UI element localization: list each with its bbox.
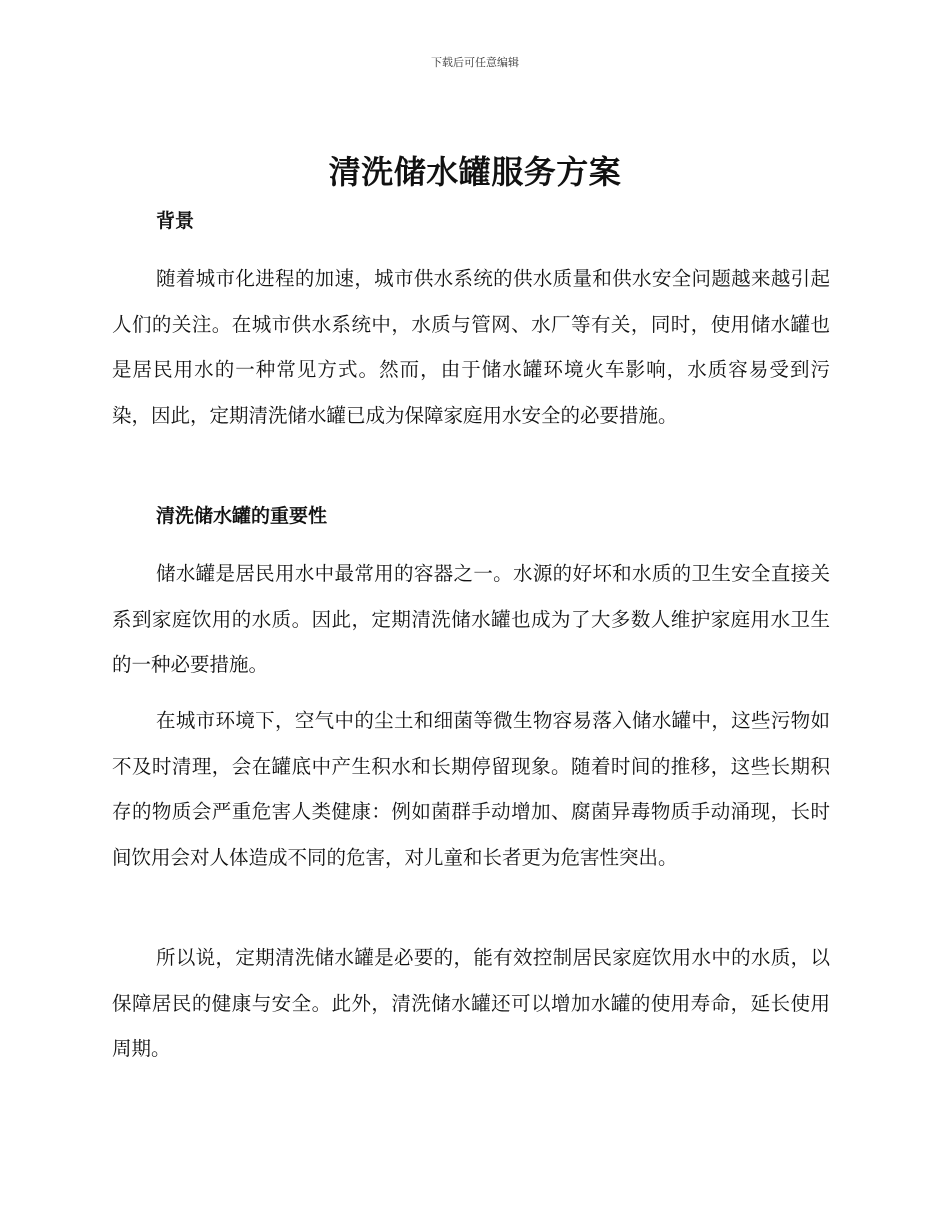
- paragraph-background: 随着城市化进程的加速，城市供水系统的供水质量和供水安全问题越来越引起人们的关注。在城市供水系统中，水质与管网、水厂等有关，同时，使用储水罐也是居民用水的一种常见方式。然而，由于储水罐环境火车影响，水质容易受到污染，因此，定期清洗储水罐已成为保障家庭用水安全的必要措施。: [112, 267, 830, 427]
- document-title: 清洗储水罐服务方案: [328, 153, 622, 191]
- paragraph-importance-1: 储水罐是居民用水中最常用的容器之一。水源的好坏和水质的卫生安全直接关系到家庭饮用的水质。因此，定期清洗储水罐也成为了大多数人维护家庭用水卫生的一种必要措施。: [112, 562, 830, 676]
- paragraph-importance-3: 所以说，定期清洗储水罐是必要的，能有效控制居民家庭饮用水中的水质，以保障居民的健康与安全。此外，清洗储水罐还可以增加水罐的使用寿命，延长使用周期。: [112, 946, 830, 1060]
- section-heading-importance: 清洗储水罐的重要性: [156, 505, 328, 527]
- page-header-note: 下载后可任意编辑: [431, 56, 519, 69]
- paragraph-importance-2: 在城市环境下，空气中的尘土和细菌等微生物容易落入储水罐中，这些污物如不及时清理，会在罐底中产生积水和长期停留现象。随着时间的推移，这些长期积存的物质会严重危害人类健康：例如菌群手动增加、腐菌异毒物质手动涌现，长时间饮用会对人体造成不同的危害，对儿童和长者更为危害性突出。: [112, 709, 830, 869]
- section-heading-background: 背景: [156, 210, 195, 232]
